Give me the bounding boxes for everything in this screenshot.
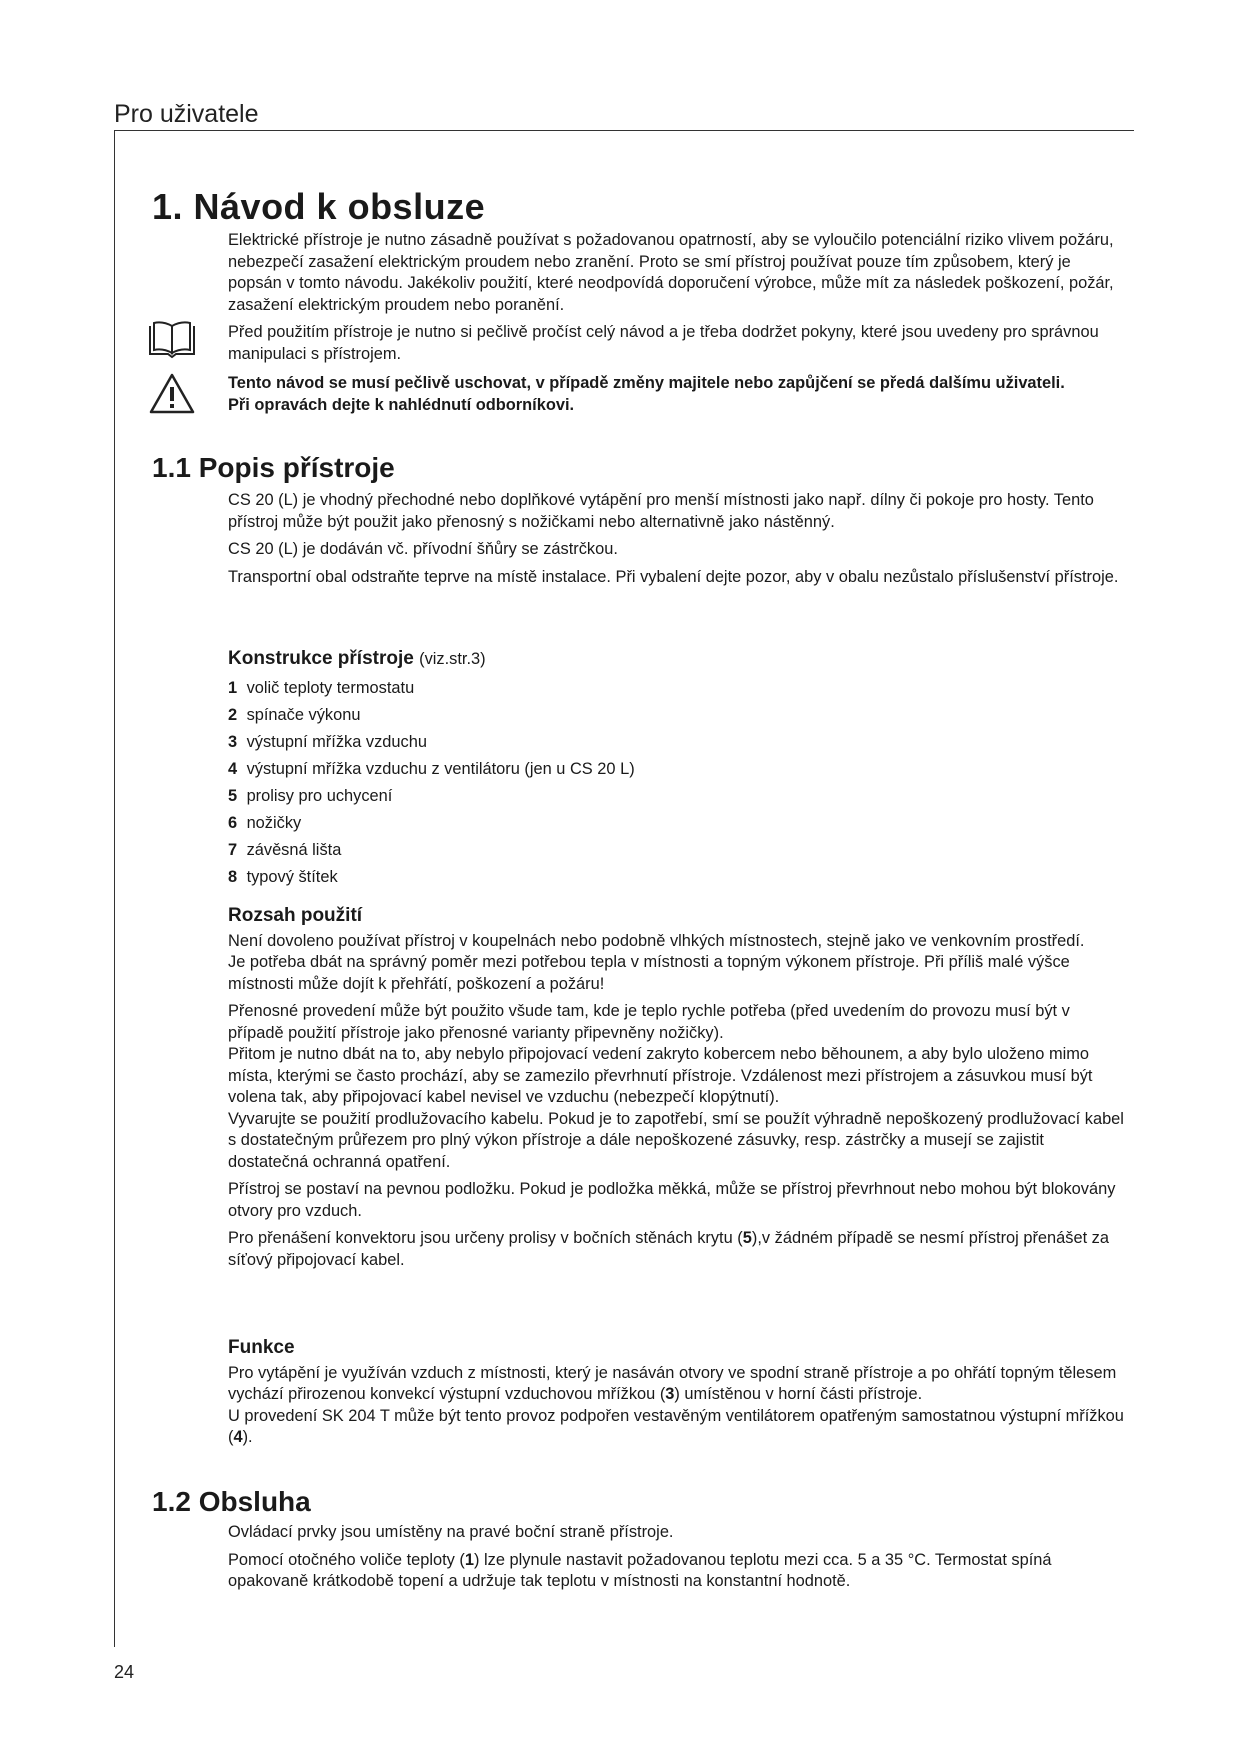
construction-heading [228, 648, 1128, 671]
usage-paragraph-2: Je potřeba dbát na správný poměr mezi potřebou tepla v místnosti a topným výkonem přístroje. Při příliš malé výšce místnosti může dojít k přehřátí, poškození a požáru! [228, 953, 1070, 993]
usage-heading: Rozsah použití [228, 905, 363, 926]
item-label: závěsná lišta [246, 840, 342, 859]
list-item [228, 702, 1128, 729]
item-number: 3 [228, 732, 238, 751]
item-number: 5 [228, 786, 238, 805]
item-label: typový štítek [246, 867, 338, 886]
function-block [228, 1337, 1128, 1449]
section-title-1-1: 1.1 Popis přístroje [152, 452, 395, 483]
function-p1-text-a: Pro vytápění je využíván vzduch z místnosti, který je nasáván otvory ve spodní straně přístroje a po ohřátí topným tělesem vychází přirozenou konvekcí výstupní vzduchovou mřížkou ( [228, 1363, 1117, 1403]
section-1-intro [228, 230, 1128, 416]
usage-block [228, 905, 1128, 1271]
description-paragraph-1: CS 20 (L) je vhodný přechodné nebo doplňkové vytápění pro menší místnosti jako např. dílny či pokoje pro hosty. Tento přístroj může být použit jako přenosný s nožičkami nebo alternativně jako nástěnný. [228, 491, 1094, 531]
item-label: volič teploty termostatu [246, 678, 415, 697]
item-label: výstupní mřížka vzduchu z ventilátoru (jen u CS 20 L) [246, 759, 635, 778]
book-icon [146, 320, 198, 365]
item-number: 7 [228, 840, 238, 859]
running-header: Pro uživatele [114, 100, 259, 128]
item-number: 4 [228, 759, 238, 778]
operation-p2-ref: 1 [464, 1550, 475, 1569]
header-rule [114, 130, 1134, 131]
list-item [228, 783, 1128, 810]
function-p2-text-c: ). [242, 1428, 253, 1446]
item-number: 6 [228, 813, 238, 832]
item-number: 1 [228, 678, 238, 697]
item-number: 8 [228, 867, 238, 886]
intro-paragraph: Elektrické přístroje je nutno zásadně používat s požadovanou opatrností, aby se vyloučilo potenciální riziko vlivem požáru, nebezpečí zasažení elektrickým proudem nebo zranění. Proto se smí přístroj používat pouze tím způsobem, který je popsán v tomto návodu. Jakékoliv použití, které neodpovídá doporučení výrobce, může mít za následek poškození, požár, zasažení elektrickým proudem nebo poranění. [228, 231, 1114, 314]
construction-list [228, 675, 1128, 891]
usage-paragraph-4: Přitom je nutno dbát na to, aby nebylo připojovací vedení zakryto kobercem nebo běhounem, a aby bylo uloženo mimo místa, kterými se často prochází, aby se zamezilo převrhnutí přístroje. Vzdálenost mezi přístrojem a zásuvkou musí být volena tak, aby připojovací kabel nevisel ve vzduchu (nebezpečí klopýtnutí). [228, 1045, 1093, 1106]
list-item [228, 864, 1128, 891]
item-label: spínače výkonu [246, 705, 361, 724]
function-heading: Funkce [228, 1337, 295, 1358]
read-manual-note: Před použitím přístroje je nutno si pečlivě pročíst celý návod a je třeba dodržet pokyny, které jsou uvedeny pro správnou manipulaci s přístrojem. [228, 323, 1099, 363]
function-p1-ref: 3 [665, 1385, 675, 1403]
function-paragraph-1 [228, 1363, 1128, 1406]
operation-p2-text-a: Pomocí otočného voliče teploty ( [228, 1550, 465, 1569]
function-paragraph-2 [228, 1406, 1128, 1449]
function-p1-text-c: ) umístěnou v horní části přístroje. [674, 1385, 923, 1403]
section-title-1-2: 1.2 Obsluha [152, 1486, 311, 1517]
section-title-1: 1. Návod k obsluze [152, 186, 486, 227]
usage-p7-ref: 5 [742, 1229, 752, 1247]
section-1-2-body [228, 1522, 1128, 1593]
list-item [228, 756, 1128, 783]
left-margin-rule [114, 130, 115, 1647]
page-number: 24 [114, 1662, 135, 1682]
operation-p2-text-c: ) lze plynule nastavit požadovanou teplotu mezi cca. 5 a 35 °C. Termostat spíná opakovaně krátkodobě topení a udržuje tak teplotu v místnosti na konstantní hodnotě. [228, 1550, 1052, 1590]
list-item [228, 729, 1128, 756]
operation-paragraph-1: Ovládací prvky jsou umístěny na pravé boční straně přístroje. [228, 1523, 674, 1541]
keep-manual-warning: Tento návod se musí pečlivě uschovat, v případě změny majitele nebo zapůjčení se předá dalšímu uživateli. [228, 374, 1065, 392]
function-p2-text-a: U provedení SK 204 T může být tento provoz podpořen vestavěným ventilátorem opatřeným samostatnou výstupní mřížkou ( [228, 1406, 1124, 1446]
description-paragraph-3: Transportní obal odstraňte teprve na místě instalace. Při vybalení dejte pozor, aby v obalu nezůstalo příslušenství přístroje. [228, 567, 1119, 586]
construction-page-ref: (viz.str.3) [419, 650, 486, 668]
item-label: prolisy pro uchycení [246, 786, 393, 805]
usage-paragraph-3: Přenosné provedení může být použito všude tam, kde je teplo rychle potřeba (před uvedením do provozu musí být v případě použití přístroje jako přenosné varianty připevněny nožičky). [228, 1002, 1070, 1042]
usage-p7-text-c: ),v žádném případě se nesmí přístroj přenášet za síťový připojovací kabel. [228, 1229, 1109, 1269]
usage-paragraph-1: Není dovoleno používat přístroj v koupelnách nebo podobně vlhkých místnostech, stejně jako ve venkovním prostředí. [228, 931, 1085, 950]
list-item [228, 837, 1128, 864]
warning-icon [148, 372, 196, 421]
item-label: nožičky [246, 813, 302, 832]
construction-block [228, 648, 1128, 891]
function-p2-ref: 4 [233, 1428, 243, 1446]
operation-paragraph-2 [228, 1550, 1128, 1593]
repair-warning: Při opravách dejte k nahlédnutí odborníkovi. [228, 395, 575, 414]
description-paragraph-2: CS 20 (L) je dodáván vč. přívodní šňůry se zástrčkou. [228, 540, 618, 558]
usage-paragraph-7 [228, 1228, 1128, 1271]
list-item [228, 810, 1128, 837]
item-label: výstupní mřížka vzduchu [246, 732, 427, 751]
usage-p7-text-a: Pro přenášení konvektoru jsou určeny prolisy v bočních stěnách krytu ( [228, 1229, 743, 1247]
list-item [228, 675, 1128, 702]
section-1-1-body [228, 490, 1128, 588]
usage-paragraph-6: Přístroj se postaví na pevnou podložku. Pokud je podložka měkká, může se přístroj převrhnout nebo mohou být blokovány otvory pro vzduch. [228, 1180, 1116, 1220]
construction-title: Konstrukce přístroje [228, 648, 414, 669]
item-number: 2 [228, 705, 238, 724]
usage-paragraph-5: Vyvarujte se použití prodlužovacího kabelu. Pokud je to zapotřebí, smí se použít výhradně nepoškozený prodlužovací kabel s dostatečným průřezem pro plný výkon přístroje a dále nepoškozené zásuvky, resp. zástrčky a musejí se zajistit dostatečná ochranná opatření. [228, 1109, 1124, 1171]
